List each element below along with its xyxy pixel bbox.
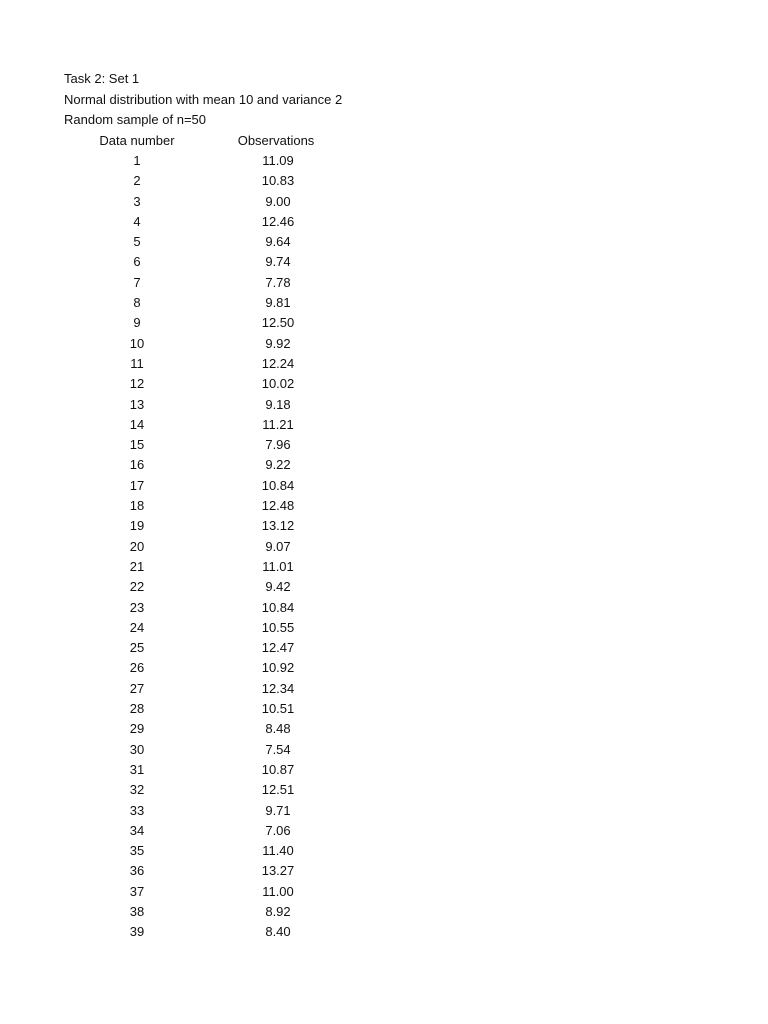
table-row	[0, 171, 768, 191]
data-number-cell: 21	[129, 558, 145, 574]
data-number-cell: 32	[129, 782, 145, 798]
table-row	[0, 192, 768, 212]
table-row	[0, 313, 768, 333]
table-row	[0, 273, 768, 293]
data-number-cell: 9	[133, 315, 141, 331]
table-row	[0, 618, 768, 638]
observation-cell: 9.64	[265, 234, 291, 250]
data-number-cell: 17	[129, 477, 145, 493]
observation-cell: 10.87	[261, 761, 295, 777]
table-row	[0, 435, 768, 455]
observation-cell: 13.27	[261, 863, 295, 879]
observation-cell: 9.18	[265, 396, 291, 412]
data-number-cell: 20	[129, 538, 145, 554]
observation-cell: 11.21	[262, 416, 294, 432]
observation-cell: 13.12	[261, 518, 295, 534]
observation-cell: 12.48	[261, 498, 295, 514]
data-number-cell: 34	[129, 822, 145, 838]
data-number-cell: 23	[129, 599, 145, 615]
observation-cell: 10.02	[261, 376, 295, 392]
table-row	[0, 212, 768, 232]
observation-cell: 11.09	[262, 153, 294, 168]
data-number-cell: 12	[129, 376, 145, 392]
table-row	[0, 902, 768, 922]
observation-cell: 7.54	[265, 741, 291, 757]
table-row	[0, 760, 768, 780]
data-number-cell: 18	[129, 498, 145, 514]
data-number-cell: 33	[129, 802, 145, 818]
data-number-cell: 13	[129, 396, 145, 412]
observation-cell: 11.40	[262, 843, 294, 859]
table-row	[0, 922, 768, 942]
data-number-cell: 2	[133, 173, 141, 189]
observation-cell: 7.96	[265, 437, 291, 453]
table-row	[0, 252, 768, 272]
table-row	[0, 882, 768, 902]
table-row	[0, 638, 768, 658]
table-row	[0, 516, 768, 536]
document-title: Task 2: Set 1	[64, 71, 140, 86]
data-number-cell: 26	[129, 660, 145, 676]
table-row	[0, 821, 768, 841]
distribution-description: Normal distribution with mean 10 and variance 2	[64, 92, 343, 107]
data-number-cell: 29	[129, 721, 145, 737]
table-row	[0, 719, 768, 739]
table-row	[0, 577, 768, 597]
column-header-observations: Observations	[237, 133, 315, 148]
data-number-cell: 35	[129, 843, 145, 859]
data-number-cell: 15	[129, 437, 145, 453]
table-row	[0, 395, 768, 415]
table-row	[0, 780, 768, 800]
data-number-cell: 36	[129, 863, 145, 879]
data-number-cell: 24	[129, 619, 145, 635]
observation-cell: 12.24	[261, 355, 295, 371]
observation-cell: 7.06	[265, 822, 291, 838]
observation-cell: 9.07	[265, 538, 291, 554]
table-row	[0, 151, 768, 171]
table-row	[0, 374, 768, 394]
table-row	[0, 740, 768, 760]
data-number-cell: 22	[129, 579, 145, 595]
table-row	[0, 415, 768, 435]
data-number-cell: 27	[129, 680, 145, 696]
data-number-cell: 11	[130, 355, 144, 371]
table-row	[0, 679, 768, 699]
table-row	[0, 801, 768, 821]
observation-cell: 12.34	[261, 680, 295, 696]
observation-cell: 9.42	[265, 579, 291, 595]
observation-cell: 10.84	[261, 599, 295, 615]
data-number-cell: 7	[133, 274, 141, 290]
observation-cell: 9.22	[265, 457, 291, 473]
observation-cell: 12.50	[261, 315, 295, 331]
observation-cell: 8.92	[265, 903, 291, 919]
column-header-data-number: Data number	[99, 133, 175, 148]
table-row	[0, 699, 768, 719]
observation-cell: 9.71	[265, 802, 291, 818]
table-row	[0, 861, 768, 881]
observation-cell: 11.01	[262, 558, 294, 574]
table-row	[0, 354, 768, 374]
observation-cell: 10.84	[261, 477, 295, 493]
observation-cell: 8.48	[265, 721, 291, 737]
data-number-cell: 25	[129, 640, 145, 656]
data-number-cell: 31	[129, 761, 145, 777]
table-row	[0, 232, 768, 252]
observation-cell: 11.00	[262, 883, 294, 899]
observations-table	[0, 151, 768, 943]
table-row	[0, 537, 768, 557]
table-row	[0, 455, 768, 475]
data-number-cell: 5	[133, 234, 141, 250]
data-number-cell: 4	[133, 213, 141, 229]
observation-cell: 9.00	[265, 193, 291, 209]
observation-cell: 9.74	[265, 254, 291, 270]
data-number-cell: 14	[129, 416, 145, 432]
data-number-cell: 39	[129, 924, 145, 940]
data-number-cell: 8	[133, 295, 141, 311]
data-number-cell: 6	[133, 254, 141, 270]
observation-cell: 10.55	[261, 619, 295, 635]
observation-cell: 10.51	[261, 701, 295, 717]
data-number-cell: 30	[129, 741, 145, 757]
observation-cell: 8.40	[265, 924, 291, 940]
observation-cell: 12.47	[261, 640, 295, 656]
data-number-cell: 16	[129, 457, 145, 473]
data-number-cell: 10	[129, 335, 145, 351]
observation-cell: 12.51	[261, 782, 295, 798]
table-row	[0, 476, 768, 496]
data-number-cell: 19	[129, 518, 145, 534]
table-row	[0, 496, 768, 516]
table-row	[0, 841, 768, 861]
data-number-cell: 28	[129, 701, 145, 717]
data-number-cell: 37	[129, 883, 145, 899]
observation-cell: 10.92	[261, 660, 295, 676]
data-number-cell: 1	[133, 153, 141, 168]
sample-size-note: Random sample of n=50	[64, 112, 207, 127]
table-row	[0, 658, 768, 678]
data-number-cell: 3	[133, 193, 141, 209]
observation-cell: 12.46	[261, 213, 295, 229]
table-row	[0, 557, 768, 577]
observation-cell: 9.81	[265, 295, 291, 311]
table-row	[0, 334, 768, 354]
observation-cell: 7.78	[265, 274, 291, 290]
table-row	[0, 598, 768, 618]
data-number-cell: 38	[129, 903, 145, 919]
table-row	[0, 293, 768, 313]
observation-cell: 9.92	[265, 335, 291, 351]
observation-cell: 10.83	[261, 173, 295, 189]
